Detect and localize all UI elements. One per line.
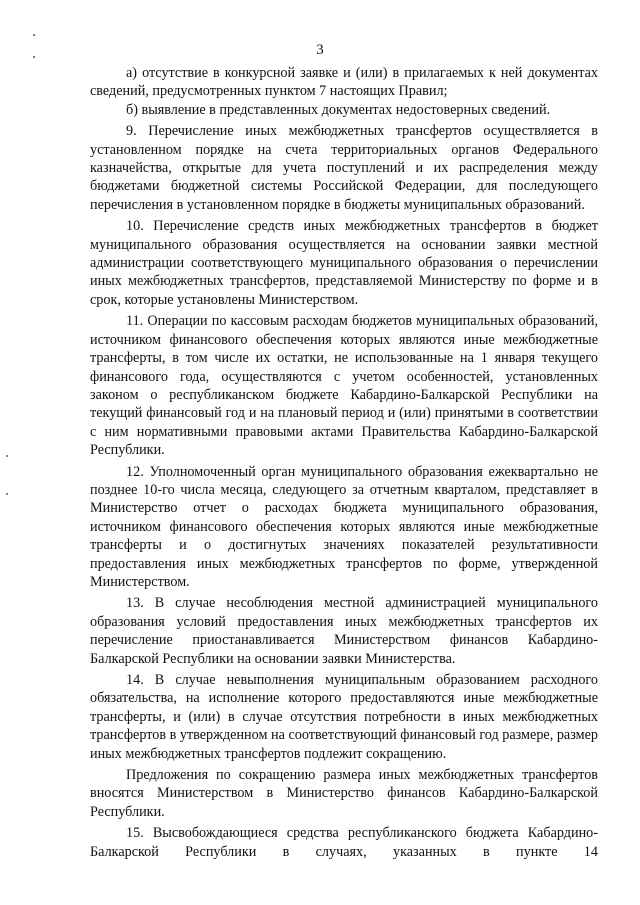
paragraph-10: 10. Перечисление средств иных межбюджетных трансфертов в бюджет муниципального образования осуществляется на основании заявки местной администрации соответствующего муниципального образования о перечислении иных межбюджетных трансфертов, представляемой Министерству по форме и в срок, которые установлены Министерством. <box>90 218 598 308</box>
paragraph-14: 14. В случае невыполнения муниципальным образованием расходного обязательства, на исполнение которого предоставляются иные межбюджетные трансферты, и (или) в случае отсутствия потребности в иных межбюджетных трансфертов в утвержденном на соответствующий финансовый год размере, размер иных межбюджетных трансфертов подлежит сокращению. <box>90 672 598 762</box>
scan-speck <box>6 493 8 495</box>
paragraph-9: 9. Перечисление иных межбюджетных трансфертов осуществляется в установленном порядке на счета территориальных органов Федерального казначейства, открытые для учета поступлений и их распределения между бюджетами бюджетной системы Российской Федерации, для последующего перечисления в установленном порядке в бюджеты муниципальных образований. <box>90 123 598 213</box>
document-body <box>90 64 598 861</box>
paragraph-14-proposals: Предложения по сокращению размера иных межбюджетных трансфертов вносятся Министерством в Министерство финансов Кабардино-Балкарской Республики. <box>90 767 598 820</box>
paragraph-item-b: б) выявление в представленных документах недостоверных сведений. <box>126 101 551 118</box>
scan-speck <box>33 34 35 36</box>
page-number: 3 <box>316 42 324 58</box>
paragraph-12: 12. Уполномоченный орган муниципального образования ежеквартально не позднее 10-го числа месяца, следующего за отчетным кварталом, представляет в Министерство отчет о расходах бюджета муниципального образования, источником финансового обеспечения которых являются иные межбюджетные трансферты и о достигнутых значениях показателей результативности предоставления иных межбюджетных трансфертов по форме, утвержденной Министерством. <box>90 463 598 590</box>
paragraph-13: 13. В случае несоблюдения местной администрацией муниципального образования условий предоставления иных межбюджетных трансфертов их перечисление приостанавливается Министерством финансов Кабардино-Балкарской Республики на основании заявки Министерства. <box>90 595 598 667</box>
scan-speck <box>6 455 8 457</box>
paragraph-11: 11. Операции по кассовым расходам бюджетов муниципальных образований, источником финансового обеспечения которых являются иные межбюджетные трансферты, в том числе их остатки, не использованные на 1 января текущего финансового года, осуществляются с учетом особенностей, установленных законом о республиканском бюджете Кабардино-Балкарской Республики на текущий финансовый год и на плановый период и (или) принятыми в соответствии с ним нормативными правовыми актами Правительства Кабардино-Балкарской Республики. <box>90 313 598 459</box>
paragraph-item-a: а) отсутствие в конкурсной заявке и (или) в прилагаемых к ней документах сведений, предусмотренных пунктом 7 настоящих Правил; <box>90 65 598 100</box>
paragraph-15: 15. Высвобождающиеся средства республиканского бюджета Кабардино-Балкарской Республики в случаях, указанных в пункте 14 <box>90 825 598 860</box>
